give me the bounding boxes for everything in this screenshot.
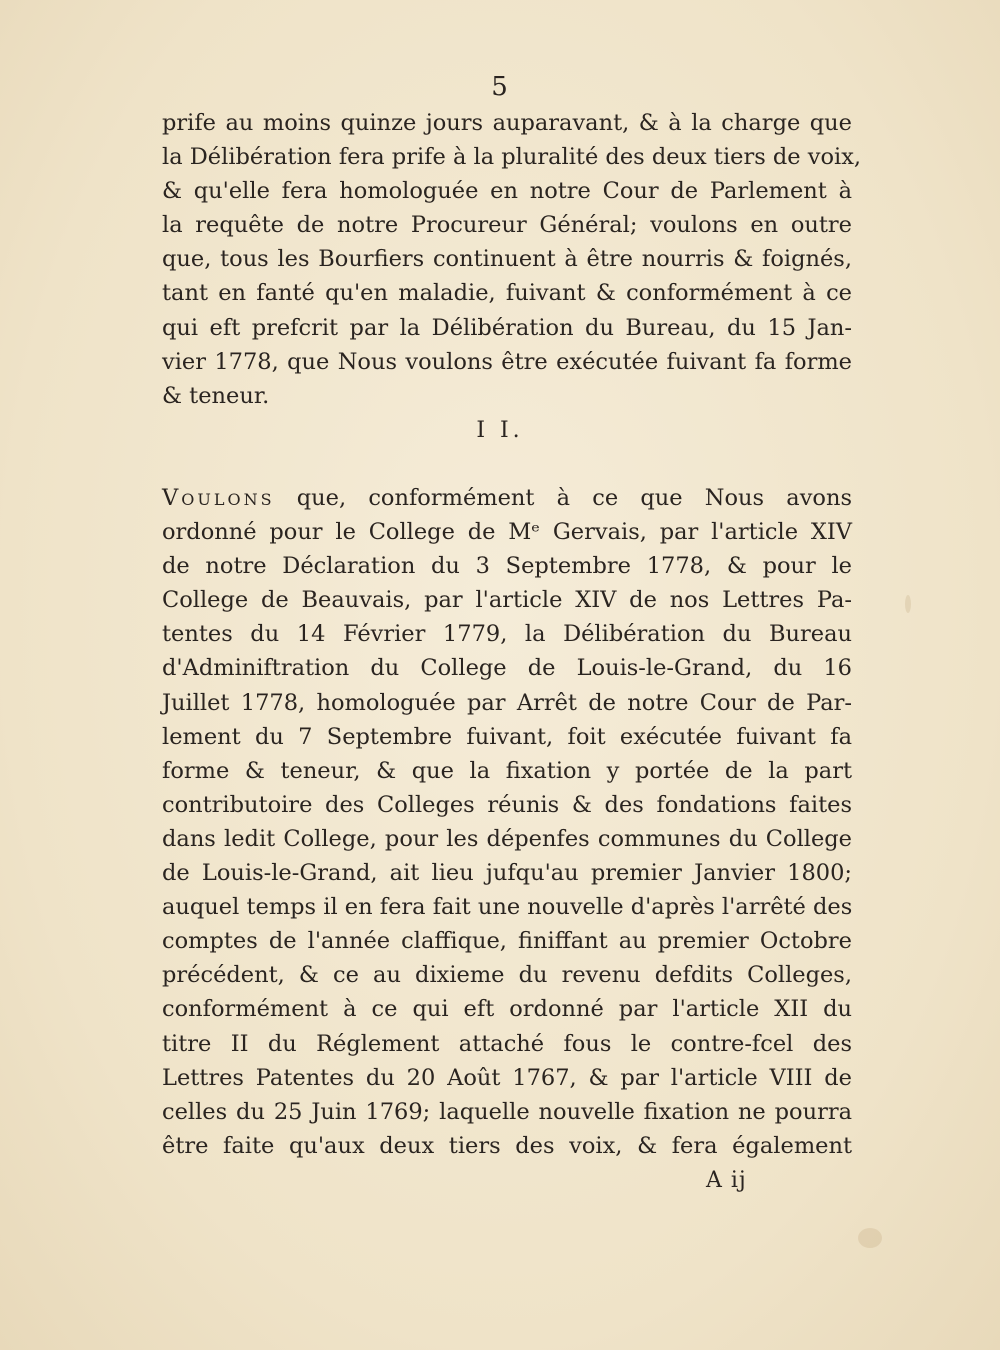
text-line-rest: que, conformément à ce que Nous avons [274, 485, 852, 511]
text-line: de Louis-le-Grand, ait lieu jufqu'au premier Janvier 1800; [162, 860, 852, 887]
article-heading: I I. [476, 418, 524, 443]
text-line: ordonné pour le College de Mᵉ Gervais, par l'article XIV [162, 519, 852, 546]
opening-word: Voulons [162, 485, 275, 511]
signature-mark: A ij [706, 1168, 747, 1193]
text-line: tant en fanté qu'en maladie, fuivant & conformément à ce [162, 280, 852, 307]
text-line: College de Beauvais, par l'article XIV de nos Lettres Pa- [162, 587, 852, 614]
text-line: de notre Déclaration du 3 Septembre 1778, & pour le [162, 553, 852, 580]
text-line: & teneur. [162, 382, 270, 409]
text-line: dans ledit College, pour les dépenfes communes du College [162, 825, 852, 852]
text-line: prife au moins quinze jours auparavant, & à la charge que [162, 110, 852, 136]
text-line: précédent, & ce au dixieme du revenu defdits Colleges, [162, 962, 852, 989]
text-line: d'Adminiftration du College de Louis-le-Grand, du 16 [162, 655, 852, 682]
text-line: tentes du 14 Février 1779, la Délibération du Bureau [162, 621, 852, 648]
article-paragraph [162, 481, 852, 1163]
text-line: Lettres Patentes du 20 Août 1767, & par l'article VIII de [162, 1064, 852, 1091]
text-line: celles du 25 Juin 1769; laquelle nouvelle fixation ne pourra [162, 1098, 852, 1125]
text-line: conformément à ce qui eft ordonné par l'article XII du [162, 996, 852, 1023]
text-line: auquel temps il en fera fait une nouvelle d'après l'arrêté des [162, 894, 853, 921]
text-line: & qu'elle fera homologuée en notre Cour de Parlement à [162, 178, 852, 205]
text-line: que, tous les Bourfiers continuent à être nourris & foignés, [162, 246, 852, 273]
text-line: contributoire des Colleges réunis & des fondations faites [162, 791, 852, 818]
paper-stain [905, 595, 911, 613]
paragraph-continuation [162, 106, 862, 413]
text-line: être faite qu'aux deux tiers des voix, & fera également [162, 1132, 852, 1159]
text-line: vier 1778, que Nous voulons être exécutée fuivant fa forme [162, 348, 852, 375]
text-line: la requête de notre Procureur Général; voulons en outre [162, 212, 852, 239]
text-line: qui eft prefcrit par la Délibération du Bureau, du 15 Jan- [162, 314, 852, 341]
text-line [162, 481, 852, 515]
text-line: forme & teneur, & que la fixation y portée de la part [162, 757, 852, 784]
text-line: la Délibération fera prife à la pluralité des deux tiers de voix, [162, 144, 862, 171]
text-line: titre II du Réglement attaché fous le contre-fcel des [162, 1030, 852, 1057]
text-line: Juillet 1778, homologuée par Arrêt de notre Cour de Par- [162, 689, 852, 716]
page-number: 5 [491, 72, 509, 102]
text-line: comptes de l'année claffique, finiffant au premier Octobre [162, 928, 852, 955]
text-line: lement du 7 Septembre fuivant, foit exécutée fuivant fa [162, 723, 852, 750]
paper-stain [858, 1228, 882, 1248]
